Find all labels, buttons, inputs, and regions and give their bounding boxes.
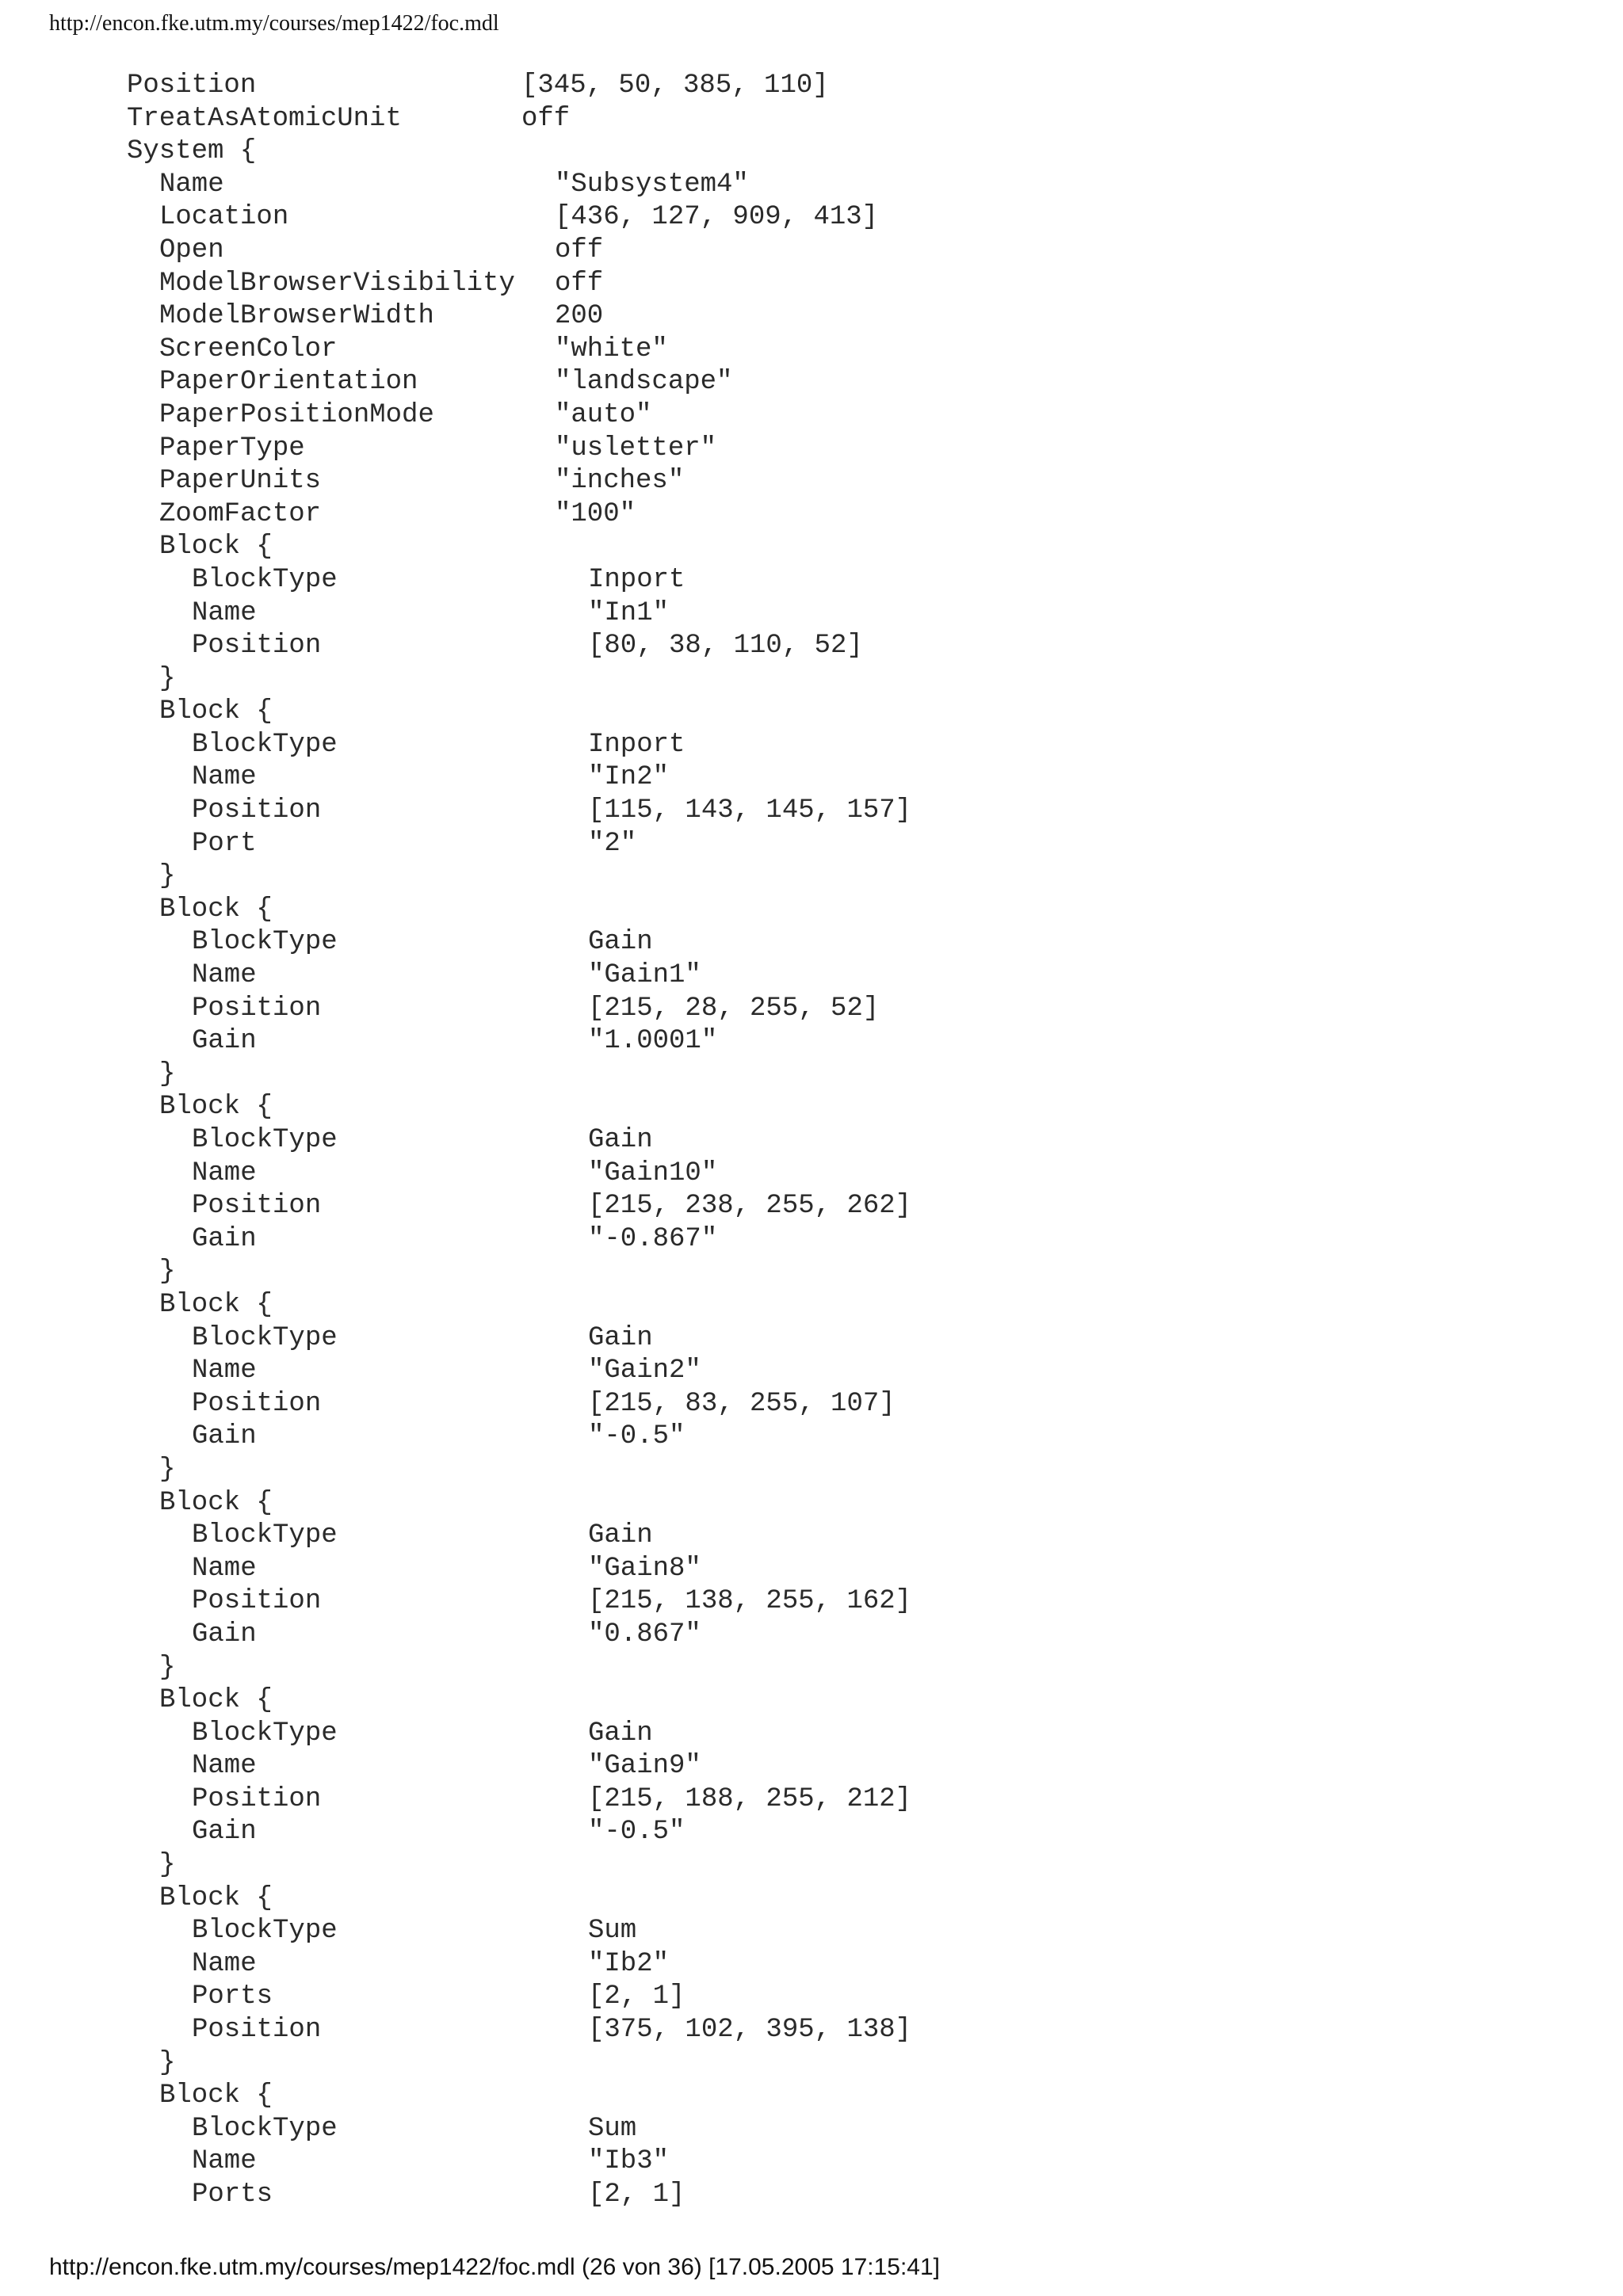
code-value: "Ib2"	[588, 1948, 670, 1979]
code-key: Block {	[159, 1685, 273, 1716]
code-value: Gain	[588, 1125, 653, 1155]
code-value: "white"	[555, 334, 668, 364]
code-value: "Ib3"	[588, 2146, 670, 2177]
code-value: Sum	[588, 2113, 637, 2144]
code-value: [2, 1]	[588, 1981, 685, 2012]
code-key: PaperUnits	[159, 466, 322, 497]
code-key: Gain	[192, 1223, 257, 1254]
code-value: "100"	[555, 498, 636, 529]
code-key: BlockType	[192, 564, 338, 595]
code-value: [2, 1]	[588, 2180, 685, 2210]
code-value: "In2"	[588, 762, 670, 793]
code-key: BlockType	[192, 729, 338, 760]
code-key: Position	[192, 1783, 322, 1814]
code-value: off	[521, 103, 571, 134]
code-key: Position	[192, 795, 322, 826]
code-key: }	[159, 1850, 176, 1881]
code-key: Open	[159, 235, 224, 265]
code-key: }	[159, 1454, 176, 1485]
code-key: Name	[192, 597, 257, 628]
code-value: Gain	[588, 1520, 653, 1551]
code-key: TreatAsAtomicUnit	[127, 103, 402, 134]
code-value: "-0.5"	[588, 1817, 685, 1848]
code-key: BlockType	[192, 1916, 338, 1947]
code-value: "usletter"	[555, 433, 717, 463]
code-key: Ports	[192, 1981, 273, 2012]
code-key: Name	[192, 1356, 257, 1386]
code-value: Inport	[588, 729, 685, 760]
code-key: ModelBrowserVisibility	[159, 268, 515, 299]
code-key: Position	[192, 1191, 322, 1222]
code-value: Gain	[588, 1718, 653, 1749]
code-key: Block {	[159, 894, 273, 925]
code-value: [115, 143, 145, 157]	[588, 795, 912, 826]
code-key: Block {	[159, 532, 273, 563]
code-value: Inport	[588, 564, 685, 595]
code-key: }	[159, 2047, 176, 2078]
code-value: "0.867"	[588, 1619, 701, 1650]
page-footer: http://encon.fke.utm.my/courses/mep1422/foc.mdl (26 von 36) [17.05.2005 17:15:41]	[49, 2254, 941, 2280]
code-key: ZoomFactor	[159, 498, 322, 529]
code-key: Name	[192, 1751, 257, 1782]
code-key: Block {	[159, 1882, 273, 1913]
code-value: "1.0001"	[588, 1026, 718, 1057]
code-key: Gain	[192, 1421, 257, 1452]
code-value: "Gain9"	[588, 1751, 701, 1782]
code-key: Name	[192, 1948, 257, 1979]
code-key: BlockType	[192, 1322, 338, 1353]
code-value: "Gain8"	[588, 1553, 701, 1584]
code-key: Position	[192, 2015, 322, 2046]
code-value: "-0.5"	[588, 1421, 685, 1452]
code-value: [375, 102, 395, 138]	[588, 2015, 912, 2046]
code-value: "-0.867"	[588, 1223, 718, 1254]
code-value: "Gain2"	[588, 1356, 701, 1386]
code-value: [80, 38, 110, 52]	[588, 631, 863, 662]
code-key: PaperOrientation	[159, 367, 418, 398]
code-value: off	[555, 268, 604, 299]
code-value: [345, 50, 385, 110]	[521, 71, 829, 101]
code-value: "inches"	[555, 466, 685, 497]
code-key: Gain	[192, 1817, 257, 1848]
code-key: Block {	[159, 1487, 273, 1518]
code-key: Port	[192, 828, 257, 859]
code-key: Name	[192, 2146, 257, 2177]
code-key: }	[159, 1257, 176, 1287]
code-key: BlockType	[192, 927, 338, 958]
code-value: off	[555, 235, 604, 265]
code-key: PaperType	[159, 433, 305, 463]
code-key: Ports	[192, 2180, 273, 2210]
code-key: Position	[192, 993, 322, 1024]
code-key: }	[159, 861, 176, 892]
code-key: BlockType	[192, 1520, 338, 1551]
code-key: Name	[192, 960, 257, 991]
code-value: [215, 138, 255, 162]	[588, 1586, 912, 1617]
code-key: Name	[192, 762, 257, 793]
code-key: BlockType	[192, 2113, 338, 2144]
code-key: BlockType	[192, 1718, 338, 1749]
code-value: "Gain10"	[588, 1158, 718, 1188]
code-key: Name	[159, 169, 224, 200]
code-value: "landscape"	[555, 367, 733, 398]
code-key: Location	[159, 202, 289, 233]
code-key: BlockType	[192, 1125, 338, 1155]
code-value: [215, 238, 255, 262]	[588, 1191, 912, 1222]
code-value: "2"	[588, 828, 637, 859]
code-value: "Subsystem4"	[555, 169, 749, 200]
code-key: Block {	[159, 1092, 273, 1123]
code-value: Gain	[588, 1322, 653, 1353]
code-key: }	[159, 1058, 176, 1089]
code-value: Gain	[588, 927, 653, 958]
code-value: "Gain1"	[588, 960, 701, 991]
code-value: Sum	[588, 1916, 637, 1947]
code-key: Position	[192, 631, 322, 662]
code-key: ScreenColor	[159, 334, 338, 364]
code-key: Gain	[192, 1619, 257, 1650]
code-value: 200	[555, 301, 604, 332]
code-value: "In1"	[588, 597, 670, 628]
code-key: Block {	[159, 1289, 273, 1320]
code-value: [215, 188, 255, 212]	[588, 1783, 912, 1814]
code-key: }	[159, 663, 176, 694]
code-key: System {	[127, 136, 257, 167]
code-value: [215, 28, 255, 52]	[588, 993, 880, 1024]
code-value: [215, 83, 255, 107]	[588, 1388, 896, 1419]
code-value: [436, 127, 909, 413]	[555, 202, 879, 233]
code-key: }	[159, 1652, 176, 1683]
code-key: Name	[192, 1553, 257, 1584]
code-key: Gain	[192, 1026, 257, 1057]
code-key: Position	[192, 1388, 322, 1419]
code-key: Position	[127, 71, 257, 101]
code-key: Block {	[159, 2081, 273, 2111]
page-header-url: http://encon.fke.utm.my/courses/mep1422/foc.mdl	[49, 11, 499, 36]
code-key: ModelBrowserWidth	[159, 301, 434, 332]
code-value: "auto"	[555, 399, 652, 430]
code-key: PaperPositionMode	[159, 399, 434, 430]
code-key: Block {	[159, 696, 273, 727]
code-key: Name	[192, 1158, 257, 1188]
code-key: Position	[192, 1586, 322, 1617]
